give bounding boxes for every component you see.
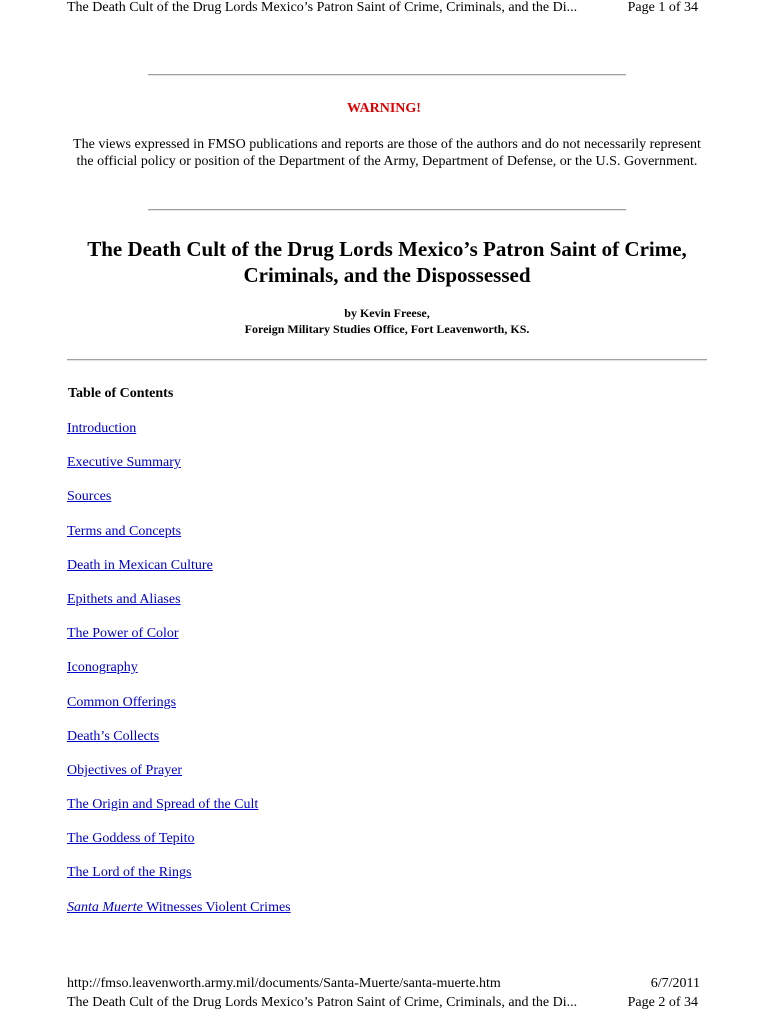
toc-link-label: Common Offerings bbox=[67, 694, 177, 710]
toc-heading: Table of Contents bbox=[68, 386, 174, 401]
next-page-header bbox=[67, 995, 698, 1011]
disclaimer-text: The views expressed in FMSO publications and reports are those of the authors and do not necessarily represent the official policy or position of the Department of the Army, Department of Defense, or the U.S. Government. bbox=[73, 137, 701, 169]
toc-item bbox=[67, 591, 291, 625]
toc-link[interactable] bbox=[67, 592, 181, 607]
toc-link-italic: Santa Muerte bbox=[67, 899, 143, 915]
footer-url: http://fmso.leavenworth.army.mil/documents/Santa-Muerte/santa-muerte.htm bbox=[67, 976, 501, 991]
toc-link-label: Iconography bbox=[67, 660, 138, 676]
page-header bbox=[67, 0, 698, 16]
footer-date: 6/7/2011 bbox=[650, 976, 700, 991]
divider-middle bbox=[148, 209, 626, 211]
byline bbox=[0, 305, 768, 337]
divider-top bbox=[148, 74, 626, 76]
toc-item bbox=[67, 454, 291, 488]
header-page-number: Page 1 of 34 bbox=[627, 0, 698, 15]
toc-item bbox=[67, 796, 291, 830]
toc-item bbox=[67, 694, 291, 728]
header-title: The Death Cult of the Drug Lords Mexico’s Patron Saint of Crime, Criminals, and the Di... bbox=[67, 0, 578, 15]
document-title: The Death Cult of the Drug Lords Mexico’s Patron Saint of Crime, Criminals, and the Dispossessed bbox=[87, 237, 687, 287]
toc-item bbox=[67, 864, 291, 898]
toc-link-label: The Lord of the Rings bbox=[67, 865, 192, 881]
toc-item bbox=[67, 557, 291, 591]
next-header-title: The Death Cult of the Drug Lords Mexico’s Patron Saint of Crime, Criminals, and the Di... bbox=[67, 995, 578, 1010]
warning-heading: WARNING! bbox=[347, 101, 421, 116]
toc-link[interactable] bbox=[67, 763, 182, 778]
toc-item bbox=[67, 625, 291, 659]
toc-link-label: Terms and Concepts bbox=[67, 523, 182, 539]
toc-link[interactable] bbox=[67, 900, 291, 915]
toc-link[interactable] bbox=[67, 489, 111, 504]
divider-toc bbox=[67, 359, 707, 361]
toc-list bbox=[67, 420, 291, 933]
toc-link-label: Witnesses Violent Crimes bbox=[142, 899, 291, 915]
toc-link[interactable] bbox=[67, 831, 194, 846]
toc-link[interactable] bbox=[67, 421, 136, 436]
page-footer bbox=[67, 976, 700, 992]
toc-item bbox=[67, 420, 291, 454]
toc-link[interactable] bbox=[67, 695, 176, 710]
toc-link-label: Death in Mexican Culture bbox=[67, 557, 213, 573]
toc-link-label: The Power of Color bbox=[67, 626, 179, 642]
toc-link-label: Executive Summary bbox=[67, 455, 181, 471]
toc-item bbox=[67, 728, 291, 762]
toc-link[interactable] bbox=[67, 626, 179, 641]
toc-item bbox=[67, 830, 291, 864]
toc-link-label: The Goddess of Tepito bbox=[67, 831, 195, 847]
toc-link-label: Objectives of Prayer bbox=[67, 762, 183, 778]
toc-link[interactable] bbox=[67, 524, 181, 539]
toc-link[interactable] bbox=[67, 865, 191, 880]
toc-item bbox=[67, 659, 291, 693]
toc-item bbox=[67, 488, 291, 522]
toc-link-label: Introduction bbox=[67, 421, 137, 436]
byline-author: by Kevin Freese, bbox=[344, 306, 430, 320]
byline-affiliation: Foreign Military Studies Office, Fort Leavenworth, KS. bbox=[244, 322, 530, 336]
toc-link[interactable] bbox=[67, 660, 138, 675]
toc-link-label: Sources bbox=[67, 489, 112, 505]
toc-link-label: Epithets and Aliases bbox=[67, 591, 181, 607]
toc-item bbox=[67, 523, 291, 557]
toc-link[interactable] bbox=[67, 558, 213, 573]
toc-link[interactable] bbox=[67, 729, 159, 744]
toc-link-label: Death’s Collects bbox=[67, 728, 160, 744]
toc-item bbox=[67, 762, 291, 796]
toc-link[interactable] bbox=[67, 455, 181, 470]
toc-link-label: The Origin and Spread of the Cult bbox=[67, 797, 259, 813]
next-header-page-number: Page 2 of 34 bbox=[627, 995, 698, 1010]
toc-item bbox=[67, 899, 291, 933]
toc-link[interactable] bbox=[67, 797, 258, 812]
